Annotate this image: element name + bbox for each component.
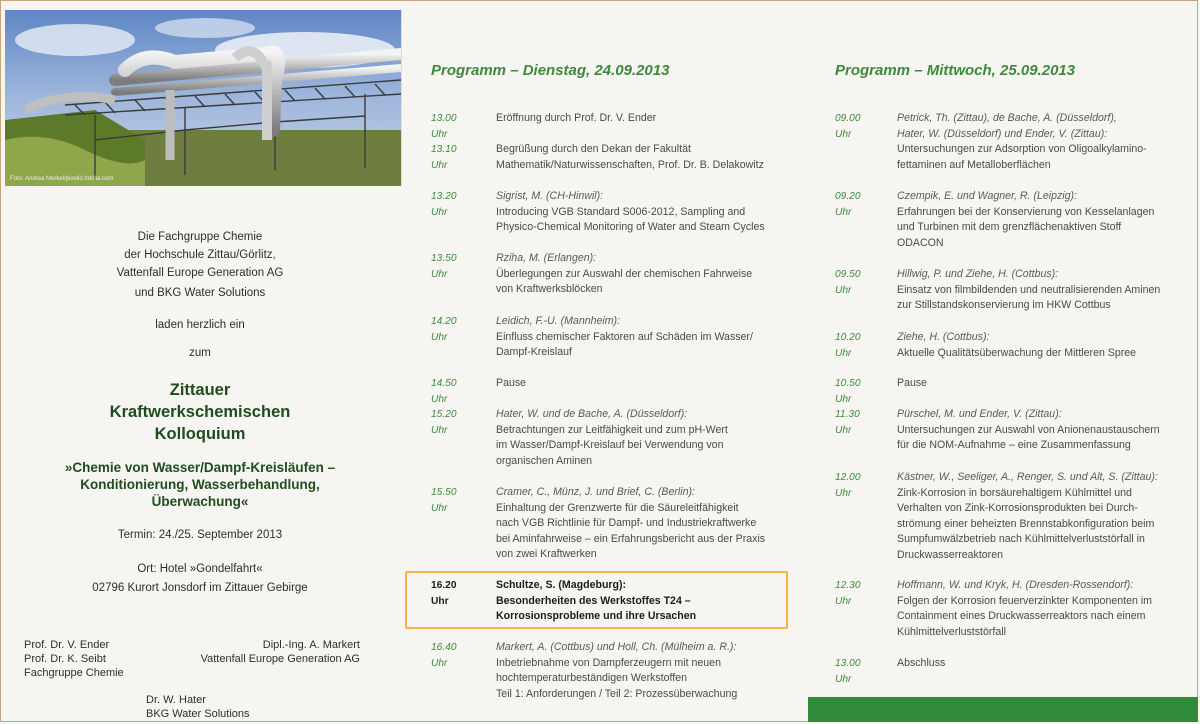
entry-line: zur Stillstandskonservierung im HKW Cottbus xyxy=(897,299,1111,312)
entry-line: von Kraftwerksblöcken xyxy=(496,283,603,296)
entry-line: bei Aminfahrweise – ein Erfahrungsbericht aus der Praxis xyxy=(496,532,766,545)
entry-time: 14.50 Uhr xyxy=(431,378,457,405)
entry-line: nach VGB Richtlinie für Dampf- und Industriekraftwerke xyxy=(496,517,757,530)
entry-line: Begrüßung durch den Dekan der Fakultät xyxy=(496,143,691,155)
host-line-1: Die Fachgruppe Chemie xyxy=(137,231,263,243)
entry-time: 09.00 Uhr xyxy=(835,113,861,140)
entry-speaker: Leidich, F.-U. (Mannheim): xyxy=(496,315,621,327)
entry-line: Kühlmittelverluststörfall xyxy=(897,625,1006,638)
entry-time: 13.50 Uhr xyxy=(431,253,457,280)
event-title-2: Kraftwerkschemischen xyxy=(109,403,291,421)
entry-line: Untersuchungen zur Adsorption von Oligoalkylamino- xyxy=(897,143,1147,156)
photo-credit: Foto: Andrea Merkel/pixelio.fotolia.com xyxy=(10,176,114,182)
entry-line: fettaminen auf Metalloberflächen xyxy=(897,158,1051,171)
entry-line: Untersuchungen zur Auswahl von Anionenaustauschern xyxy=(897,423,1160,436)
entry-time: 14.20 Uhr xyxy=(431,316,457,343)
entry-time: 13.20 Uhr xyxy=(431,191,457,218)
wednesday-heading: Programm – Mittwoch, 25.09.2013 xyxy=(835,62,1076,79)
entry-line: organischen Aminen xyxy=(496,454,592,467)
entry-speaker: Pürschel, M. und Ender, V. (Zittau): xyxy=(897,408,1062,420)
entry-time: 16.40 Uhr xyxy=(431,642,457,669)
entry-speaker: Rziha, M. (Erlangen): xyxy=(496,252,597,264)
entry-line: Mathematik/Naturwissenschaften, Prof. Dr. B. Delakowitz xyxy=(496,158,764,171)
entry-line: hochtemperaturbeständigen Werkstoffen xyxy=(496,672,688,685)
entry-line: Introducing VGB Standard S006-2012, Sampling and xyxy=(496,205,746,218)
invite-text: laden herzlich ein xyxy=(155,319,245,331)
signature-bottom xyxy=(146,693,250,721)
signature-left-3: Fachgruppe Chemie xyxy=(24,667,124,679)
entry-speaker: Petrick, Th. (Zittau), de Bache, A. (Düsseldorf), xyxy=(897,112,1117,124)
signature-bottom-2: BKG Water Solutions xyxy=(146,708,250,720)
entry-time: 11.30 Uhr xyxy=(835,409,860,436)
event-title-3: Kolloquium xyxy=(154,425,246,443)
entry-line: für die NOM-Aufnahme – eine Zusammenfassung xyxy=(897,439,1131,452)
entry-line: Containment eines Druckwasserreaktors nach einem xyxy=(897,610,1146,623)
entry-time: 16.20 Uhr xyxy=(431,580,457,607)
host-line-3: Vattenfall Europe Generation AG xyxy=(116,267,284,279)
invitation-panel xyxy=(0,0,400,724)
entry-line: Eröffnung durch Prof. Dr. V. Ender xyxy=(496,112,657,124)
entry-line: Druckwasserreaktoren xyxy=(897,548,1003,561)
signature-left-1: Prof. Dr. V. Ender xyxy=(24,639,110,651)
entry-time: 12.00 Uhr xyxy=(835,472,861,499)
entry-line: Sumpfumwälzbetrieb nach Kühlmittelverluststörfall in xyxy=(897,533,1145,546)
entry-time: 09.50 Uhr xyxy=(835,269,861,296)
host-line-2: der Hochschule Zittau/Görlitz, xyxy=(124,249,276,261)
signature-right-1: Dipl.-Ing. A. Markert xyxy=(262,639,360,651)
entry-time: 09.20 Uhr xyxy=(835,191,861,218)
entry-speaker: Hoffmann, W. und Kryk, H. (Dresden-Rossendorf): xyxy=(897,579,1134,591)
entry-time: 13.00 Uhr xyxy=(431,113,457,140)
entry-time: 13.10 Uhr xyxy=(431,144,457,171)
event-subtitle-1: »Chemie von Wasser/Dampf-Kreisläufen – xyxy=(64,460,336,475)
entry-line: Pause xyxy=(496,377,527,389)
signature-bottom-1: Dr. W. Hater xyxy=(146,694,206,706)
entry-speaker: Hater, W. und de Bache, A. (Düsseldorf): xyxy=(496,408,688,420)
entry-line: Abschluss xyxy=(897,657,946,669)
entry-time: 15.20 Uhr xyxy=(431,409,457,436)
entry-line: Pause xyxy=(897,377,928,389)
entry-line: Inbetriebnahme von Dampferzeugern mit neuen xyxy=(496,656,721,669)
event-venue: Ort: Hotel »Gondelfahrt« xyxy=(137,563,263,575)
entry-time: 12.30 Uhr xyxy=(835,580,861,607)
entry-line: Aktuelle Qualitätsüberwachung der Mittleren Spree xyxy=(897,346,1137,359)
entry-line: Teil 1: Anforderungen / Teil 2: Prozessüberwachung xyxy=(496,687,738,700)
entry-speaker: Czempik, E. und Wagner, R. (Leipzig): xyxy=(897,190,1077,202)
signature-left-2: Prof. Dr. K. Seibt xyxy=(24,653,106,665)
footer-green-bar xyxy=(808,697,1198,722)
entry-line: Physico-Chemical Monitoring of Water and Steam Cycles xyxy=(496,221,765,234)
entry-line: von zwei Kraftwerken xyxy=(496,548,597,561)
entry-time: 15.50 Uhr xyxy=(431,487,457,514)
entry-line: Einfluss chemischer Faktoren auf Schäden im Wasser/ xyxy=(496,330,753,343)
entry-speaker: Sigrist, M. (CH-Hinwil): xyxy=(496,190,604,202)
entry-time: 10.50 Uhr xyxy=(835,378,861,405)
entry-time: 13.00 Uhr xyxy=(835,658,861,685)
event-title-1: Zittauer xyxy=(169,381,231,399)
event-address: 02796 Kurort Jonsdorf im Zittauer Gebirge xyxy=(92,582,308,594)
signature-left xyxy=(24,638,124,680)
entry-line: ODACON xyxy=(897,236,944,249)
entry-speaker: Schultze, S. (Magdeburg): xyxy=(496,579,627,591)
entry-line: Korrosionsprobleme und ihre Ursachen xyxy=(496,610,697,623)
entry-line: Betrachtungen zur Leitfähigkeit und zum pH-Wert xyxy=(496,423,728,436)
host-line-4: und BKG Water Solutions xyxy=(134,287,266,299)
entry-line: Zink-Korrosion in borsäurehaltigem Kühlmittel und xyxy=(897,486,1132,499)
tuesday-heading: Programm – Dienstag, 24.09.2013 xyxy=(431,62,670,79)
event-date: Termin: 24./25. September 2013 xyxy=(117,529,283,541)
entry-line: Erfahrungen bei der Konservierung von Kesselanlagen xyxy=(897,205,1155,218)
entry-line: Verhalten von Zink-Korrosionsprodukten bei Durch- xyxy=(897,502,1138,515)
entry-line: Besonderheiten des Werkstoffes T24 – xyxy=(496,594,691,607)
entry-speaker-cont: Hater, W. (Düsseldorf) und Ender, V. (Zittau): xyxy=(897,127,1108,140)
entry-time: 10.20 Uhr xyxy=(835,332,861,359)
entry-line: Einsatz von filmbildenden und neutralisierenden Aminen xyxy=(897,283,1161,296)
entry-speaker: Kästner, W., Seeliger, A., Renger, S. und Alt, S. (Zittau): xyxy=(897,471,1158,483)
invite-to: zum xyxy=(189,347,211,359)
entry-speaker: Cramer, C., Münz, J. und Brief, C. (Berlin): xyxy=(496,486,695,498)
entry-line: Dampf-Kreislauf xyxy=(496,346,572,359)
entry-line: Überlegungen zur Auswahl der chemischen Fahrweise xyxy=(496,267,753,280)
entry-speaker: Ziehe, H. (Cottbus): xyxy=(897,331,990,343)
signature-right-2: Vattenfall Europe Generation AG xyxy=(200,653,360,665)
entry-line: im Wasser/Dampf-Kreislauf bei Verwendung von xyxy=(496,439,724,452)
entry-speaker: Markert, A. (Cottbus) und Holl, Ch. (Mülheim a. R.): xyxy=(496,641,737,653)
event-subtitle-2: Konditionierung, Wasserbehandlung, xyxy=(80,477,320,492)
entry-line: Einhaltung der Grenzwerte für die Säureleitfähigkeit xyxy=(496,501,739,514)
entry-line: und Turbinen mit dem grenzflächenaktiven Stoff xyxy=(897,221,1122,234)
signature-right xyxy=(190,638,360,666)
entry-line: strömung einer beheizten Brennstabkonfiguration beim xyxy=(897,517,1155,530)
event-subtitle-3: Überwachung« xyxy=(151,494,249,509)
entry-speaker: Hillwig, P. und Ziehe, H. (Cottbus): xyxy=(897,268,1059,280)
entry-line: Folgen der Korrosion feuerverzinkter Komponenten im xyxy=(897,594,1152,607)
